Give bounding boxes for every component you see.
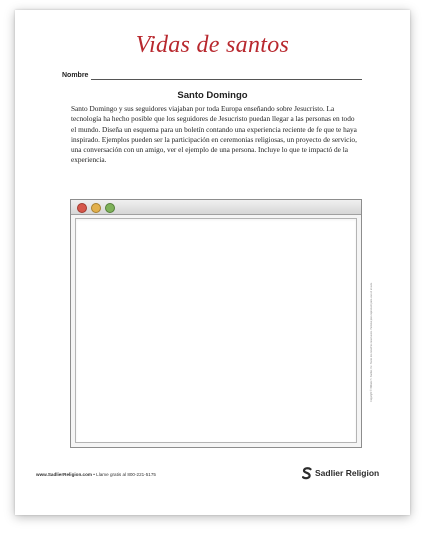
footer-contact	[36, 472, 156, 477]
footer-separator: •	[93, 472, 95, 477]
maximize-dot-icon	[105, 203, 115, 213]
sadlier-logo	[302, 466, 379, 480]
instructions-paragraph: Santo Domingo y sus seguidores viajaban por toda Europa enseñando sobre Jesucristo. La tecnología ha hecho posible que los seguidores de Jesucristo puedan llegar a las personas en todo el mundo. Diseña un esquema para un boletín contando una experiencia reciente de fe que te haya inspirado. Ejemplos pueden ser la participación en ceremonias religiosas, un proyecto de servicio, una conversación con un amigo, ver el ejemplo de una persona. Incluye lo que te impactó de la experiencia.	[71, 104, 357, 165]
footer-phone: Llame gratis al 800-221-5175	[96, 472, 156, 477]
footer-website: www.SadlierReligion.com	[36, 472, 92, 477]
worksheet-page	[15, 10, 410, 515]
page-title: Vidas de santos	[135, 32, 290, 58]
drawing-area	[75, 218, 357, 443]
newsletter-window-frame	[70, 199, 362, 448]
copyright-vertical-text: Copyright © William H. Sadlier, Inc. Todos los derechos reservados. Permiso para reproducir para uso en el aula.	[370, 282, 373, 402]
close-dot-icon	[77, 203, 87, 213]
sadlier-logo-icon	[302, 467, 312, 480]
saint-heading: Santo Domingo	[177, 90, 248, 101]
window-title-bar	[71, 200, 361, 215]
name-line	[91, 79, 362, 80]
logo-text: Sadlier Religion	[315, 468, 380, 478]
name-label: Nombre	[62, 72, 89, 79]
minimize-dot-icon	[91, 203, 101, 213]
